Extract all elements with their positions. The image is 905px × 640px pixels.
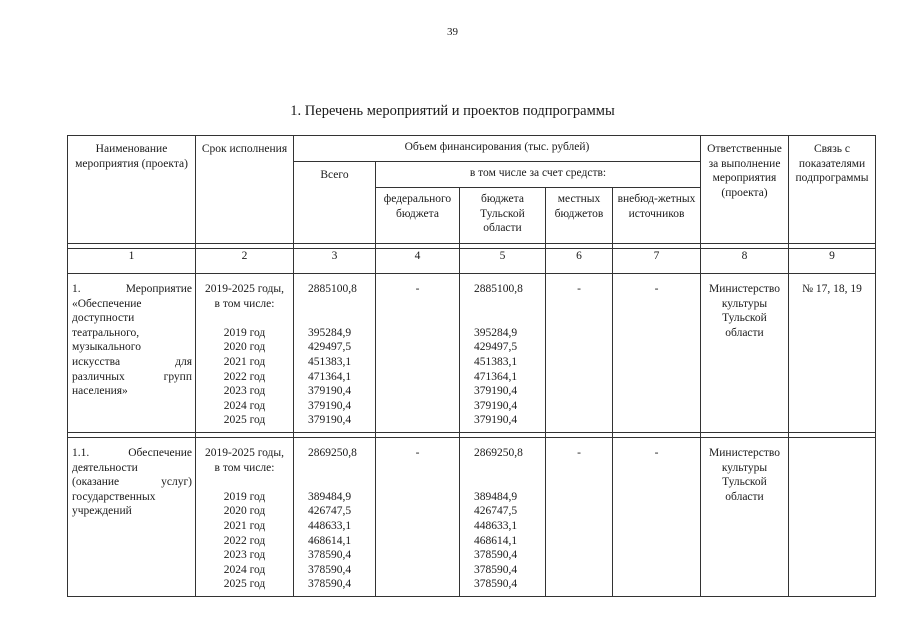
measure-name xyxy=(68,437,196,596)
total-value: 2869250,8 xyxy=(308,446,357,459)
total-year-value: 426747,5 xyxy=(308,505,352,518)
header-funding: Объем финансирования (тыс. рублей) xyxy=(294,136,701,162)
total-amounts xyxy=(294,274,376,433)
header-local: местных бюджетов xyxy=(546,188,613,244)
header-period: Срок исполнения xyxy=(196,136,294,244)
measure-period xyxy=(196,274,294,433)
regional-year-value: 378590,4 xyxy=(474,563,518,576)
responsible-line: Тульской xyxy=(722,312,767,325)
responsible-line: Тульской xyxy=(722,476,767,489)
column-number: 9 xyxy=(789,249,876,274)
name-line: театрального, xyxy=(72,326,140,339)
year-label: 2021 год xyxy=(223,519,266,532)
header-name: Наименование мероприятия (проекта) xyxy=(68,136,196,244)
total-year-value: 468614,1 xyxy=(308,534,352,547)
responsible-line: области xyxy=(725,326,764,339)
total-year-value: 395284,9 xyxy=(308,326,352,339)
local-amount: - xyxy=(546,437,613,596)
year-label: 2019 год xyxy=(223,326,266,339)
column-number: 7 xyxy=(613,249,701,274)
year-label: 2024 год xyxy=(223,399,266,412)
header-including: в том числе за счет средств: xyxy=(376,162,701,188)
total-year-value: 379190,4 xyxy=(308,399,352,412)
extrabudget-amount: - xyxy=(613,274,701,433)
regional-year-value: 471364,1 xyxy=(474,370,518,383)
responsible-line: области xyxy=(725,490,764,503)
column-number: 5 xyxy=(460,249,546,274)
federal-amount: - xyxy=(376,437,460,596)
year-label: 2020 год xyxy=(223,341,266,354)
regional-year-value: 379190,4 xyxy=(474,399,518,412)
total-value: 2885100,8 xyxy=(308,283,357,295)
regional-value: 2869250,8 xyxy=(474,446,523,459)
year-label: 2020 год xyxy=(223,505,266,518)
total-year-value: 389484,9 xyxy=(308,490,352,503)
local-amount: - xyxy=(546,274,613,433)
total-year-value: 378590,4 xyxy=(308,563,352,576)
header-regional: бюджета Тульской области xyxy=(460,188,546,244)
regional-year-value: 448633,1 xyxy=(474,519,518,532)
total-year-value: 451383,1 xyxy=(308,355,352,368)
year-label: 2023 год xyxy=(223,385,266,398)
measure-period xyxy=(196,437,294,596)
responsible-line: Министерство xyxy=(709,283,780,295)
responsible-org xyxy=(701,274,789,433)
regional-year-value: 378590,4 xyxy=(474,549,518,562)
column-number: 6 xyxy=(546,249,613,274)
total-year-value: 378590,4 xyxy=(308,578,352,591)
total-year-value: 448633,1 xyxy=(308,519,352,532)
column-number: 1 xyxy=(68,249,196,274)
year-label: 2024 год xyxy=(223,563,266,576)
column-number: 3 xyxy=(294,249,376,274)
measures-table xyxy=(67,135,876,597)
name-line: государственных xyxy=(72,490,156,503)
indicator-link: № 17, 18, 19 xyxy=(789,274,876,433)
name-line: искусства для xyxy=(72,355,192,368)
page-title: 1. Перечень мероприятий и проектов подпрограммы xyxy=(290,103,615,119)
year-label: 2021 год xyxy=(223,355,266,368)
federal-amount: - xyxy=(376,274,460,433)
name-line: 1.1. Обеспечение xyxy=(72,446,192,459)
regional-value: 2885100,8 xyxy=(474,283,523,295)
header-link: Связь с показателями подпрограммы xyxy=(789,136,876,244)
total-year-value: 379190,4 xyxy=(308,414,352,427)
regional-year-value: 379190,4 xyxy=(474,385,518,398)
name-line: различных групп xyxy=(72,370,192,383)
header-total: Всего xyxy=(294,162,376,244)
regional-year-value: 426747,5 xyxy=(474,505,518,518)
page-number: 39 xyxy=(447,26,458,38)
total-year-value: 379190,4 xyxy=(308,385,352,398)
column-number: 8 xyxy=(701,249,789,274)
table-row xyxy=(68,437,876,596)
name-line: музыкального xyxy=(72,341,141,354)
header-federal: федерального бюджета xyxy=(376,188,460,244)
period-line: 2019-2025 годы, xyxy=(204,446,284,459)
responsible-line: культуры xyxy=(721,461,768,474)
regional-year-value: 468614,1 xyxy=(474,534,518,547)
measure-name xyxy=(68,274,196,433)
total-year-value: 378590,4 xyxy=(308,549,352,562)
period-line: в том числе: xyxy=(214,297,275,310)
name-line: «Обеспечение xyxy=(72,297,142,310)
name-line: деятельности xyxy=(72,461,138,474)
extrabudget-amount: - xyxy=(613,437,701,596)
total-year-value: 471364,1 xyxy=(308,370,352,383)
column-numbers-row xyxy=(68,249,876,274)
responsible-line: культуры xyxy=(721,297,768,310)
year-label: 2025 год xyxy=(223,578,266,591)
name-line: доступности xyxy=(72,312,135,325)
regional-amounts xyxy=(460,437,546,596)
regional-year-value: 378590,4 xyxy=(474,578,518,591)
column-number: 2 xyxy=(196,249,294,274)
period-line: 2019-2025 годы, xyxy=(204,283,284,295)
year-label: 2022 год xyxy=(223,534,266,547)
indicator-link xyxy=(789,437,876,596)
responsible-org xyxy=(701,437,789,596)
table-row xyxy=(68,274,876,433)
period-line: в том числе: xyxy=(214,461,275,474)
regional-amounts xyxy=(460,274,546,433)
name-line: 1. Мероприятие xyxy=(72,283,192,295)
responsible-line: Министерство xyxy=(709,446,780,459)
regional-year-value: 429497,5 xyxy=(474,341,518,354)
year-label: 2019 год xyxy=(223,490,266,503)
year-label: 2022 год xyxy=(223,370,266,383)
regional-year-value: 379190,4 xyxy=(474,414,518,427)
name-line: (оказание услуг) xyxy=(72,476,192,489)
name-line: учреждений xyxy=(72,505,132,518)
regional-year-value: 395284,9 xyxy=(474,326,518,339)
header-extrabudget: внебюд-жетных источников xyxy=(613,188,701,244)
year-label: 2025 год xyxy=(223,414,266,427)
column-number: 4 xyxy=(376,249,460,274)
total-year-value: 429497,5 xyxy=(308,341,352,354)
name-line: населения» xyxy=(72,385,128,398)
regional-year-value: 389484,9 xyxy=(474,490,518,503)
year-label: 2023 год xyxy=(223,549,266,562)
regional-year-value: 451383,1 xyxy=(474,355,518,368)
header-responsible: Ответственные за выполнение мероприятия (проекта) xyxy=(701,136,789,244)
total-amounts xyxy=(294,437,376,596)
